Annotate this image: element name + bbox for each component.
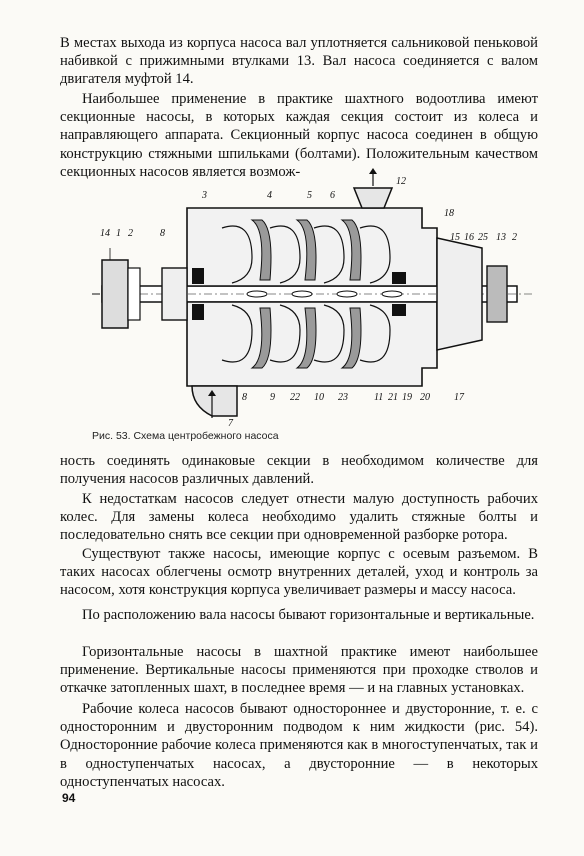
paragraph-4: К недостаткам насосов следует отнести малую доступность рабочих колес. Для замены колеса необходимо удалить стяжные болты и последовательно снять все секции при одновременной разборке ротора. xyxy=(60,491,538,544)
label-5: 5 xyxy=(307,190,312,201)
label-7: 7 xyxy=(228,418,233,428)
label-3: 3 xyxy=(202,190,207,201)
label-15: 15 xyxy=(450,232,460,243)
figure-caption: Рис. 53. Схема центробежного насоса xyxy=(92,430,279,442)
page-number: 94 xyxy=(62,791,76,805)
label-13: 13 xyxy=(496,232,506,243)
label-2: 2 xyxy=(128,228,133,239)
label-1: 1 xyxy=(116,228,121,239)
label-2-right: 2 xyxy=(512,232,517,243)
paragraph-2: Наибольшее применение в практике шахтного водоотлива имеют секционные насосы, в которых каждая секция состоит из колеса и направляющего аппарата. Секционный корпус насоса соединен в общую конструкцию стяжными шпильками (болтами). Положительным качеством секционных насосов является возмож- xyxy=(60,91,538,180)
label-19: 19 xyxy=(402,392,412,403)
label-8-bottom: 8 xyxy=(242,392,247,403)
label-22: 22 xyxy=(290,392,300,403)
label-4: 4 xyxy=(267,190,272,201)
label-23: 23 xyxy=(338,392,348,403)
label-20: 20 xyxy=(420,392,430,403)
paragraph-6: По расположению вала насосы бывают горизонтальные и вертикальные. xyxy=(82,607,535,623)
label-9: 9 xyxy=(270,392,275,403)
label-17: 17 xyxy=(454,392,464,403)
label-21: 21 xyxy=(388,392,398,403)
paragraph-1: В местах выхода из корпуса насоса вал уплотняется сальниковой пеньковой набивкой с прижимными втулками 13. Вал насоса соединяется с валом двигателя муфтой 14. xyxy=(60,35,538,88)
label-8: 8 xyxy=(160,228,165,239)
label-18: 18 xyxy=(444,208,454,219)
paragraph-7: Горизонтальные насосы в шахтной практике имеют наибольшее применение. Вертикальные насосы применяются при проходке стволов и откачке затопленных шахт, в последнее время — и на главных установках. xyxy=(60,644,538,697)
label-12: 12 xyxy=(396,176,406,187)
paragraph-3: ность соединять одинаковые секции в необходимом количестве для получения насосов различных давлений. xyxy=(60,453,538,488)
label-10: 10 xyxy=(314,392,324,403)
label-16: 16 xyxy=(464,232,474,243)
pump-diagram xyxy=(92,168,532,428)
paragraph-8: Рабочие колеса насосов бывают одностороннее и двусторонние, т. е. с односторонним и двусторонним подводом к ним жидкости (рис. 54). Односторонние рабочие колеса применяются как в многоступенчатых, так и в одноступенчатых насосах, а двусторонние — в некоторых одноступенчатых насосах. xyxy=(60,701,538,790)
label-11: 11 xyxy=(374,392,384,403)
label-25: 25 xyxy=(478,232,488,243)
paragraph-5: Существуют также насосы, имеющие корпус с осевым разъемом. В таких насосах облегчены осмотр внутренних деталей, уход и контроль за насосом, хотя конструкция корпуса увеличивает размеры и массу насоса. xyxy=(60,546,538,599)
label-14: 14 xyxy=(100,228,110,239)
label-6: 6 xyxy=(330,190,335,201)
